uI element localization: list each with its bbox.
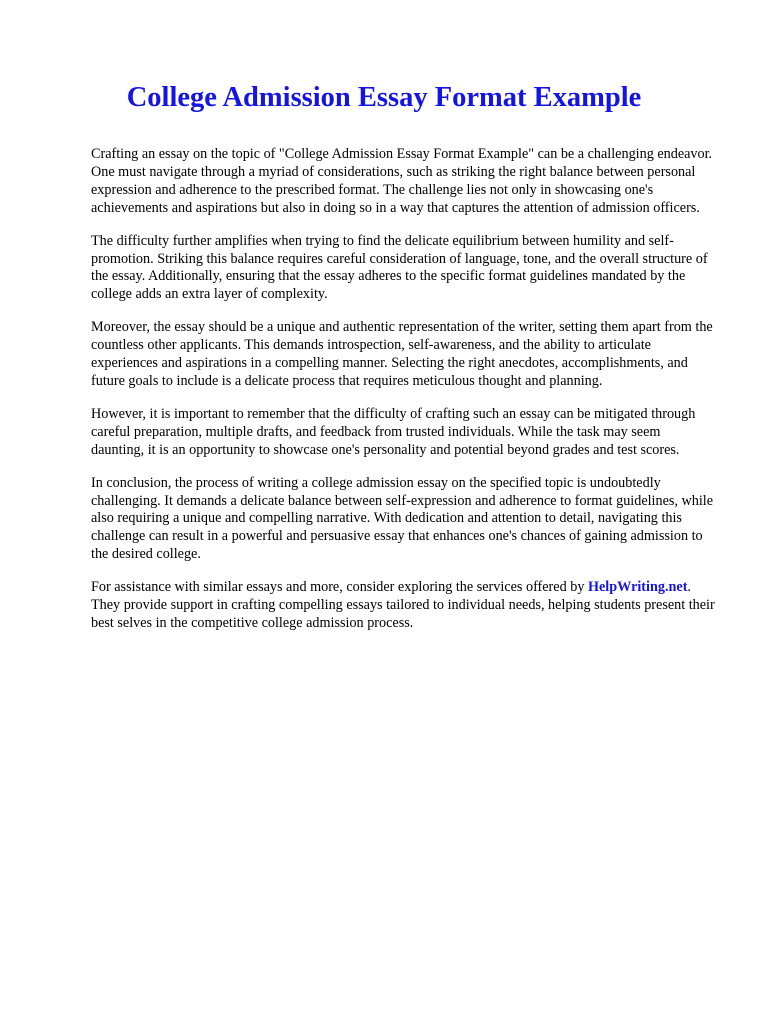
paragraph-4: However, it is important to remember that the difficulty of crafting such an essay can be mitigated through careful preparation, multiple drafts, and feedback from trusted individuals. While the task may seem daunting, it is an opportunity to showcase one's personality and potential beyond grades and test scores. — [91, 405, 696, 458]
document-title: College Admission Essay Format Example — [126, 82, 642, 113]
closing-text-before-link: For assistance with similar essays and more, consider exploring the services offered by — [91, 579, 588, 596]
closing-text-after-link: . They provide support in crafting compelling essays tailored to individual needs, helping students present their best selves in the competitive college admission process. — [91, 579, 715, 631]
document-body — [91, 146, 715, 648]
helpwriting-link[interactable]: HelpWriting.net — [587, 579, 688, 596]
closing-paragraph — [91, 579, 715, 633]
paragraph-1: Crafting an essay on the topic of "College Admission Essay Format Example" can be a challenging endeavor. One must navigate through a myriad of considerations, such as striking the right balance between personal expression and adherence to the prescribed format. The challenge lies not only in showcasing one's achievements and aspirations but also in doing so in a way that captures the attention of admission officers. — [91, 146, 713, 216]
paragraph-2: The difficulty further amplifies when trying to find the delicate equilibrium between humility and self-promotion. Striking this balance requires careful consideration of language, tone, and the overall structure of the essay. Additionally, ensuring that the essay adheres to the specific format guidelines mandated by the college adds an extra layer of complexity. — [91, 232, 708, 303]
paragraph-3: Moreover, the essay should be a unique and authentic representation of the writer, setting them apart from the countless other applicants. This demands introspection, self-awareness, and the ability to articulate experiences and aspirations in a compelling manner. Selecting the right anecdotes, accomplishments, and future goals to include is a delicate process that requires meticulous thought and planning. — [91, 319, 713, 389]
paragraph-5: In conclusion, the process of writing a college admission essay on the specified topic is undoubtedly challenging. It demands a delicate balance between self-expression and adherence to format guidelines, while also requiring a unique and compelling narrative. With dedication and attention to detail, navigating this challenge can result in a powerful and persuasive essay that enhances one's chances of gaining admission to the desired college. — [91, 474, 714, 563]
